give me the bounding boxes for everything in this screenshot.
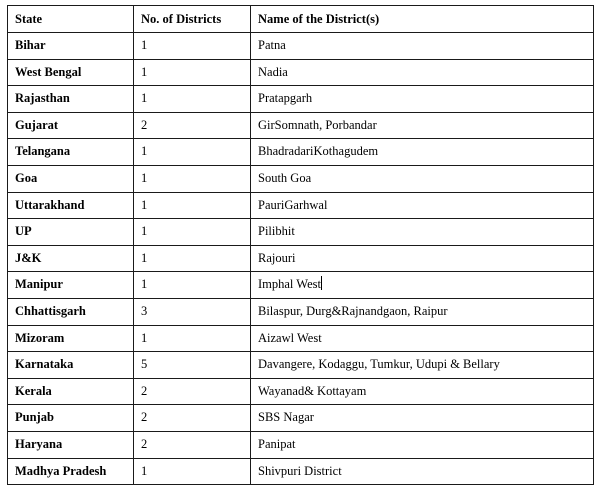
table-body (8, 33, 594, 485)
cell-district-names[interactable]: Nadia (251, 59, 594, 86)
cell-district-names[interactable]: Patna (251, 33, 594, 60)
table-row (8, 86, 594, 113)
column-header-names: Name of the District(s) (251, 6, 594, 33)
cell-state: Madhya Pradesh (8, 458, 134, 485)
cell-district-names[interactable]: GirSomnath, Porbandar (251, 112, 594, 139)
cell-state: West Bengal (8, 59, 134, 86)
column-header-count: No. of Districts (134, 6, 251, 33)
table-row (8, 245, 594, 272)
cell-district-names[interactable]: Bilaspur, Durg&Rajnandgaon, Raipur (251, 298, 594, 325)
cell-district-count: 1 (134, 86, 251, 113)
cell-district-count: 2 (134, 431, 251, 458)
cell-district-names[interactable]: Wayanad& Kottayam (251, 378, 594, 405)
table-row (8, 272, 594, 299)
table-row (8, 139, 594, 166)
cell-state: Telangana (8, 139, 134, 166)
table-row (8, 325, 594, 352)
districts-table (7, 5, 594, 485)
cell-district-count: 2 (134, 405, 251, 432)
table-row (8, 219, 594, 246)
cell-district-names[interactable]: Shivpuri District (251, 458, 594, 485)
cell-district-names[interactable]: Pratapgarh (251, 86, 594, 113)
table-header (8, 6, 594, 33)
cell-district-count: 1 (134, 245, 251, 272)
cell-district-names[interactable]: Rajouri (251, 245, 594, 272)
cell-district-names[interactable]: Pilibhit (251, 219, 594, 246)
text-cursor-caret (321, 276, 322, 290)
cell-district-count: 3 (134, 298, 251, 325)
cell-state: J&K (8, 245, 134, 272)
cell-state: Bihar (8, 33, 134, 60)
cell-district-names[interactable]: South Goa (251, 165, 594, 192)
cell-district-names[interactable]: BhadradariKothagudem (251, 139, 594, 166)
cell-district-names[interactable]: Imphal West (251, 272, 594, 299)
cell-district-names[interactable]: Davangere, Kodaggu, Tumkur, Udupi & Bellary (251, 352, 594, 379)
table-row (8, 165, 594, 192)
cell-district-count: 1 (134, 458, 251, 485)
column-header-state: State (8, 6, 134, 33)
cell-district-names[interactable]: PauriGarhwal (251, 192, 594, 219)
cell-state: Kerala (8, 378, 134, 405)
cell-state: Manipur (8, 272, 134, 299)
cell-district-count: 1 (134, 33, 251, 60)
cell-district-count: 1 (134, 165, 251, 192)
cell-state: Mizoram (8, 325, 134, 352)
table-row (8, 352, 594, 379)
table-row (8, 33, 594, 60)
table-row (8, 59, 594, 86)
table-row (8, 298, 594, 325)
cell-state: Punjab (8, 405, 134, 432)
cell-state: UP (8, 219, 134, 246)
cell-state: Rajasthan (8, 86, 134, 113)
table-row (8, 458, 594, 485)
table-row (8, 112, 594, 139)
table-row (8, 378, 594, 405)
cell-state: Uttarakhand (8, 192, 134, 219)
cell-district-names[interactable]: Panipat (251, 431, 594, 458)
cell-district-count: 1 (134, 59, 251, 86)
cell-district-count: 5 (134, 352, 251, 379)
cell-district-count: 2 (134, 112, 251, 139)
cell-state: Karnataka (8, 352, 134, 379)
cell-district-names[interactable]: Aizawl West (251, 325, 594, 352)
table-header-row (8, 6, 594, 33)
cell-state: Gujarat (8, 112, 134, 139)
cell-district-count: 1 (134, 139, 251, 166)
table-row (8, 405, 594, 432)
cell-district-count: 2 (134, 378, 251, 405)
table-row (8, 192, 594, 219)
cell-state: Haryana (8, 431, 134, 458)
cell-district-names[interactable]: SBS Nagar (251, 405, 594, 432)
cell-district-count: 1 (134, 325, 251, 352)
cell-district-count: 1 (134, 272, 251, 299)
cell-district-count: 1 (134, 219, 251, 246)
cell-state: Goa (8, 165, 134, 192)
cell-district-count: 1 (134, 192, 251, 219)
table-row (8, 431, 594, 458)
cell-state: Chhattisgarh (8, 298, 134, 325)
